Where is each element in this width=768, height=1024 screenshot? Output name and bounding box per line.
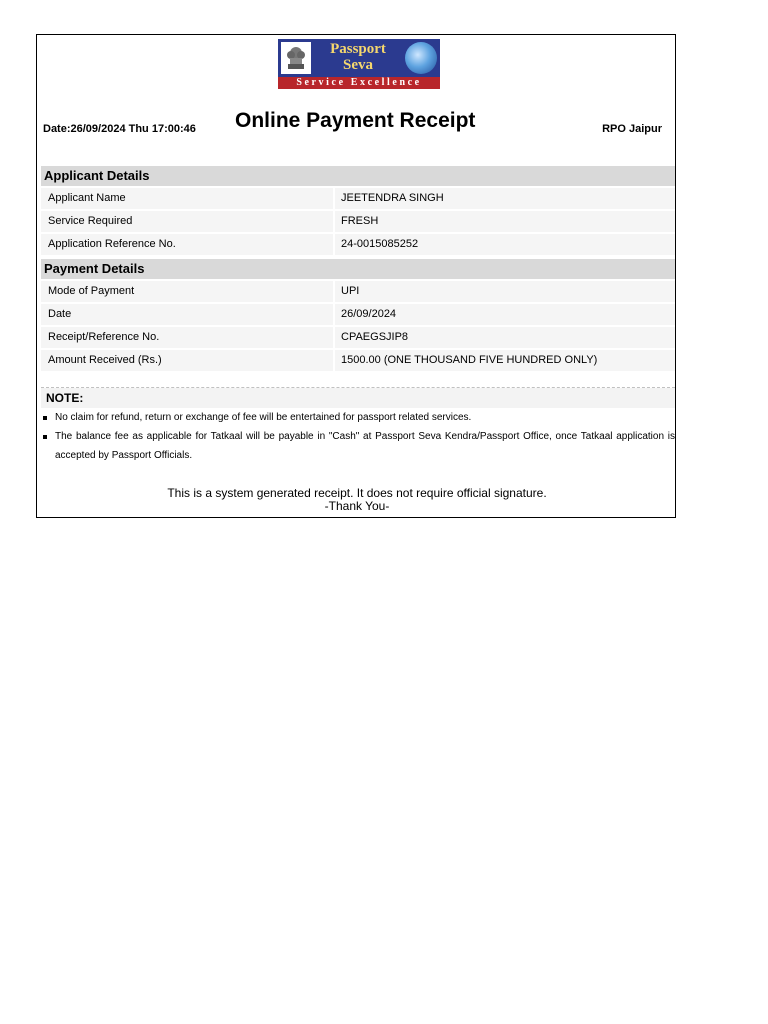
footer-thanks: -Thank You- bbox=[324, 499, 390, 513]
receipt-date: Date:26/09/2024 Thu 17:00:46 bbox=[43, 123, 196, 135]
note-text: No claim for refund, return or exchange of fee will be entertained for passport related services. bbox=[55, 412, 472, 423]
row-value: 24-0015085252 bbox=[335, 234, 675, 255]
detail-row bbox=[41, 304, 675, 325]
detail-row bbox=[41, 350, 675, 371]
detail-row bbox=[41, 234, 675, 255]
detail-row bbox=[41, 188, 675, 209]
detail-row bbox=[41, 281, 675, 302]
note-text: The balance fee as applicable for Tatkaal will be payable in "Cash" at Passport Seva Kendra/Passport Office, once Tatkaal application is accepted by Passport Officials. bbox=[55, 431, 675, 461]
row-label: Service Required bbox=[41, 211, 333, 232]
row-label: Receipt/Reference No. bbox=[41, 327, 333, 348]
payment-details-heading: Payment Details bbox=[41, 259, 675, 279]
note-item bbox=[41, 408, 675, 427]
payment-receipt bbox=[36, 34, 676, 518]
bullet-icon bbox=[43, 435, 47, 439]
row-label: Date bbox=[41, 304, 333, 325]
row-value: JEETENDRA SINGH bbox=[335, 188, 675, 209]
row-label: Applicant Name bbox=[41, 188, 333, 209]
logo-title-line2: Seva bbox=[343, 57, 373, 73]
passport-seva-logo bbox=[278, 39, 440, 89]
note-heading: NOTE: bbox=[41, 388, 675, 408]
note-list bbox=[41, 408, 675, 465]
note-section bbox=[41, 387, 675, 465]
logo-tagline: Service Excellence bbox=[278, 77, 440, 89]
row-label: Amount Received (Rs.) bbox=[41, 350, 333, 371]
footer-disclaimer: This is a system generated receipt. It does not require official signature. bbox=[167, 486, 547, 500]
row-value: 1500.00 (ONE THOUSAND FIVE HUNDRED ONLY) bbox=[335, 350, 675, 371]
detail-row bbox=[41, 211, 675, 232]
row-label: Application Reference No. bbox=[41, 234, 333, 255]
detail-row bbox=[41, 327, 675, 348]
receipt-title: Online Payment Receipt bbox=[235, 109, 476, 132]
receipt-footer bbox=[37, 487, 677, 513]
logo-title-line1: Passport bbox=[330, 41, 386, 57]
row-value: FRESH bbox=[335, 211, 675, 232]
globe-icon bbox=[405, 42, 437, 74]
row-value: CPAEGSJIP8 bbox=[335, 327, 675, 348]
applicant-details-section bbox=[41, 166, 675, 255]
bullet-icon bbox=[43, 416, 47, 420]
issuing-office: RPO Jaipur bbox=[602, 123, 662, 135]
logo-banner bbox=[278, 39, 440, 77]
applicant-details-heading: Applicant Details bbox=[41, 166, 675, 186]
row-value: 26/09/2024 bbox=[335, 304, 675, 325]
payment-details-section bbox=[41, 259, 675, 371]
note-item bbox=[41, 427, 675, 465]
row-label: Mode of Payment bbox=[41, 281, 333, 302]
logo-title bbox=[314, 41, 402, 73]
row-value: UPI bbox=[335, 281, 675, 302]
national-emblem-icon bbox=[281, 42, 311, 74]
